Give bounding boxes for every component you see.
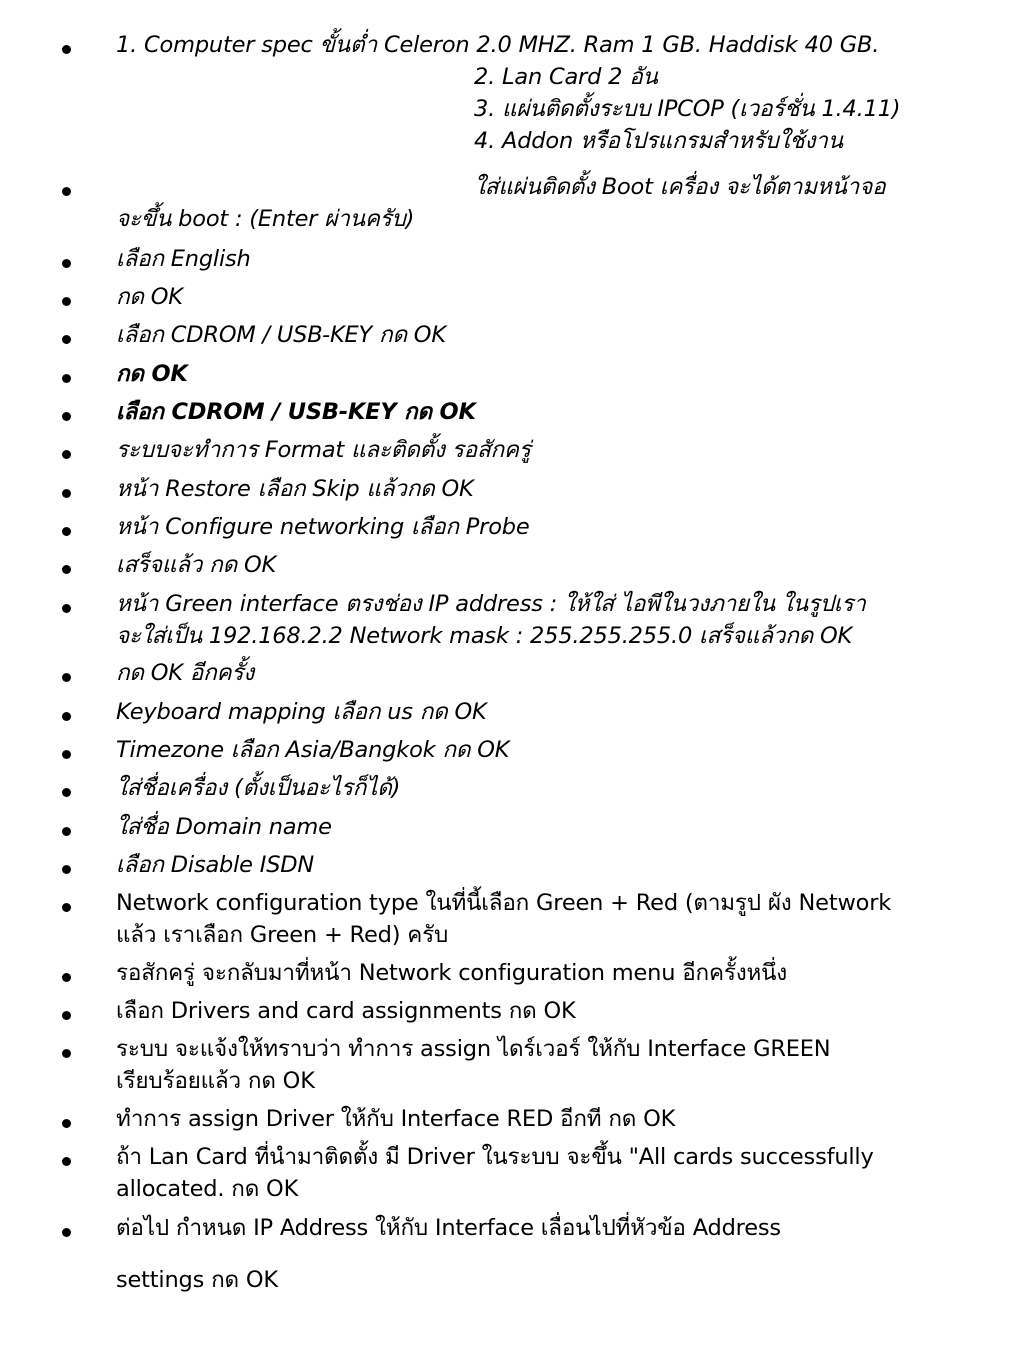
bullet-icon — [62, 750, 71, 759]
bullet-icon — [62, 565, 71, 574]
bullet-icon — [62, 604, 71, 613]
bullet-icon — [62, 973, 71, 982]
bullet-icon — [62, 450, 71, 459]
bullet-icon — [62, 489, 71, 498]
bullet-icon — [62, 1157, 71, 1166]
list-item-text: ทำการ assign Driver ให้กับ Interface RED อีกที กด OK — [116, 1106, 676, 1132]
list-item-text: allocated. กด OK — [116, 1176, 299, 1202]
bullet-icon — [62, 827, 71, 836]
bullet-icon — [62, 903, 71, 912]
list-item-text: หน้า Green interface ตรงช่อง IP address : ให้ใส่ ไอพีในวงภายใน ในรูปเรา — [116, 591, 866, 617]
list-item-text: 2. Lan Card 2 อัน — [474, 64, 658, 90]
list-item-text: กด OK — [116, 284, 183, 310]
bullet-icon — [62, 788, 71, 797]
list-item-text: Timezone เลือก Asia/Bangkok กด OK — [116, 737, 510, 763]
bullet-icon — [62, 527, 71, 536]
bullet-icon — [62, 374, 71, 383]
bullet-icon — [62, 412, 71, 421]
list-item-text: ระบบจะทำการ Format และติดตั้ง รอสักครู่ — [116, 437, 531, 463]
bullet-icon — [62, 187, 71, 196]
list-item-text: เสร็จแล้ว กด OK — [116, 552, 277, 578]
bullet-icon — [62, 1011, 71, 1020]
list-item-text: เลือก CDROM / USB-KEY กด OK — [116, 399, 476, 425]
list-item-text: Keyboard mapping เลือก us กด OK — [116, 699, 487, 725]
list-item-text: ระบบ จะแจ้งให้ทราบว่า ทำการ assign ไดร์เวอร์ ให้กับ Interface GREEN — [116, 1036, 831, 1062]
list-item-text: จะขึ้น boot : (Enter ผ่านครับ) — [116, 206, 415, 232]
bullet-icon — [62, 712, 71, 721]
list-item-text: เลือก Drivers and card assignments กด OK — [116, 998, 576, 1024]
bullet-icon — [62, 297, 71, 306]
bullet-icon — [62, 865, 71, 874]
list-item-text: หน้า Configure networking เลือก Probe — [116, 514, 530, 540]
list-item-text: หน้า Restore เลือก Skip แล้วกด OK — [116, 476, 474, 502]
list-item-text: 4. Addon หรือโปรแกรมสำหรับใช้งาน — [474, 128, 843, 154]
list-item-text: แล้ว เราเลือก Green + Red) ครับ — [116, 922, 449, 948]
bullet-icon — [62, 1049, 71, 1058]
list-item-text: ต่อไป กำหนด IP Address ให้กับ Interface เลื่อนไปที่หัวข้อ Address — [116, 1215, 781, 1241]
list-item-text: เรียบร้อยแล้ว กด OK — [116, 1068, 315, 1094]
list-item-text: เลือก Disable ISDN — [116, 852, 315, 878]
bullet-icon — [62, 259, 71, 268]
bullet-icon — [62, 673, 71, 682]
bullet-icon — [62, 1228, 71, 1237]
list-item-text: 3. แผ่นติดตั้งระบบ IPCOP (เวอร์ชั่น 1.4.11) — [474, 96, 901, 122]
list-item-text: ถ้า Lan Card ที่นำมาติดตั้ง มี Driver ในระบบ จะขึ้น "All cards successfully — [116, 1144, 874, 1170]
list-item-text: ใส่ชื่อเครื่อง (ตั้งเป็นอะไรก็ได้) — [116, 775, 401, 801]
list-item-text: กด OK — [116, 361, 188, 387]
list-item-text: รอสักครู่ จะกลับมาที่หน้า Network configuration menu อีกครั้งหนึ่ง — [116, 960, 788, 986]
list-item-text: Network configuration type ในที่นี้เลือก Green + Red (ตามรูป ผัง Network — [116, 890, 892, 916]
list-item-text: กด OK อีกครั้ง — [116, 660, 255, 686]
bullet-icon — [62, 335, 71, 344]
list-item-text: settings กด OK — [116, 1267, 278, 1293]
list-item-text: เลือก CDROM / USB-KEY กด OK — [116, 322, 446, 348]
bullet-icon — [62, 1119, 71, 1128]
list-item-text: 1. Computer spec ขั้นต่ำ Celeron 2.0 MHZ. Ram 1 GB. Haddisk 40 GB. — [116, 32, 880, 58]
list-item-text: เลือก English — [116, 246, 251, 272]
bullet-icon — [62, 45, 71, 54]
list-item-text: ใส่แผ่นติดตั้ง Boot เครื่อง จะได้ตามหน้าจอ — [474, 174, 886, 200]
list-item-text: ใส่ชื่อ Domain name — [116, 814, 332, 840]
list-item-text: จะใส่เป็น 192.168.2.2 Network mask : 255.255.255.0 เสร็จแล้วกด OK — [116, 623, 853, 649]
